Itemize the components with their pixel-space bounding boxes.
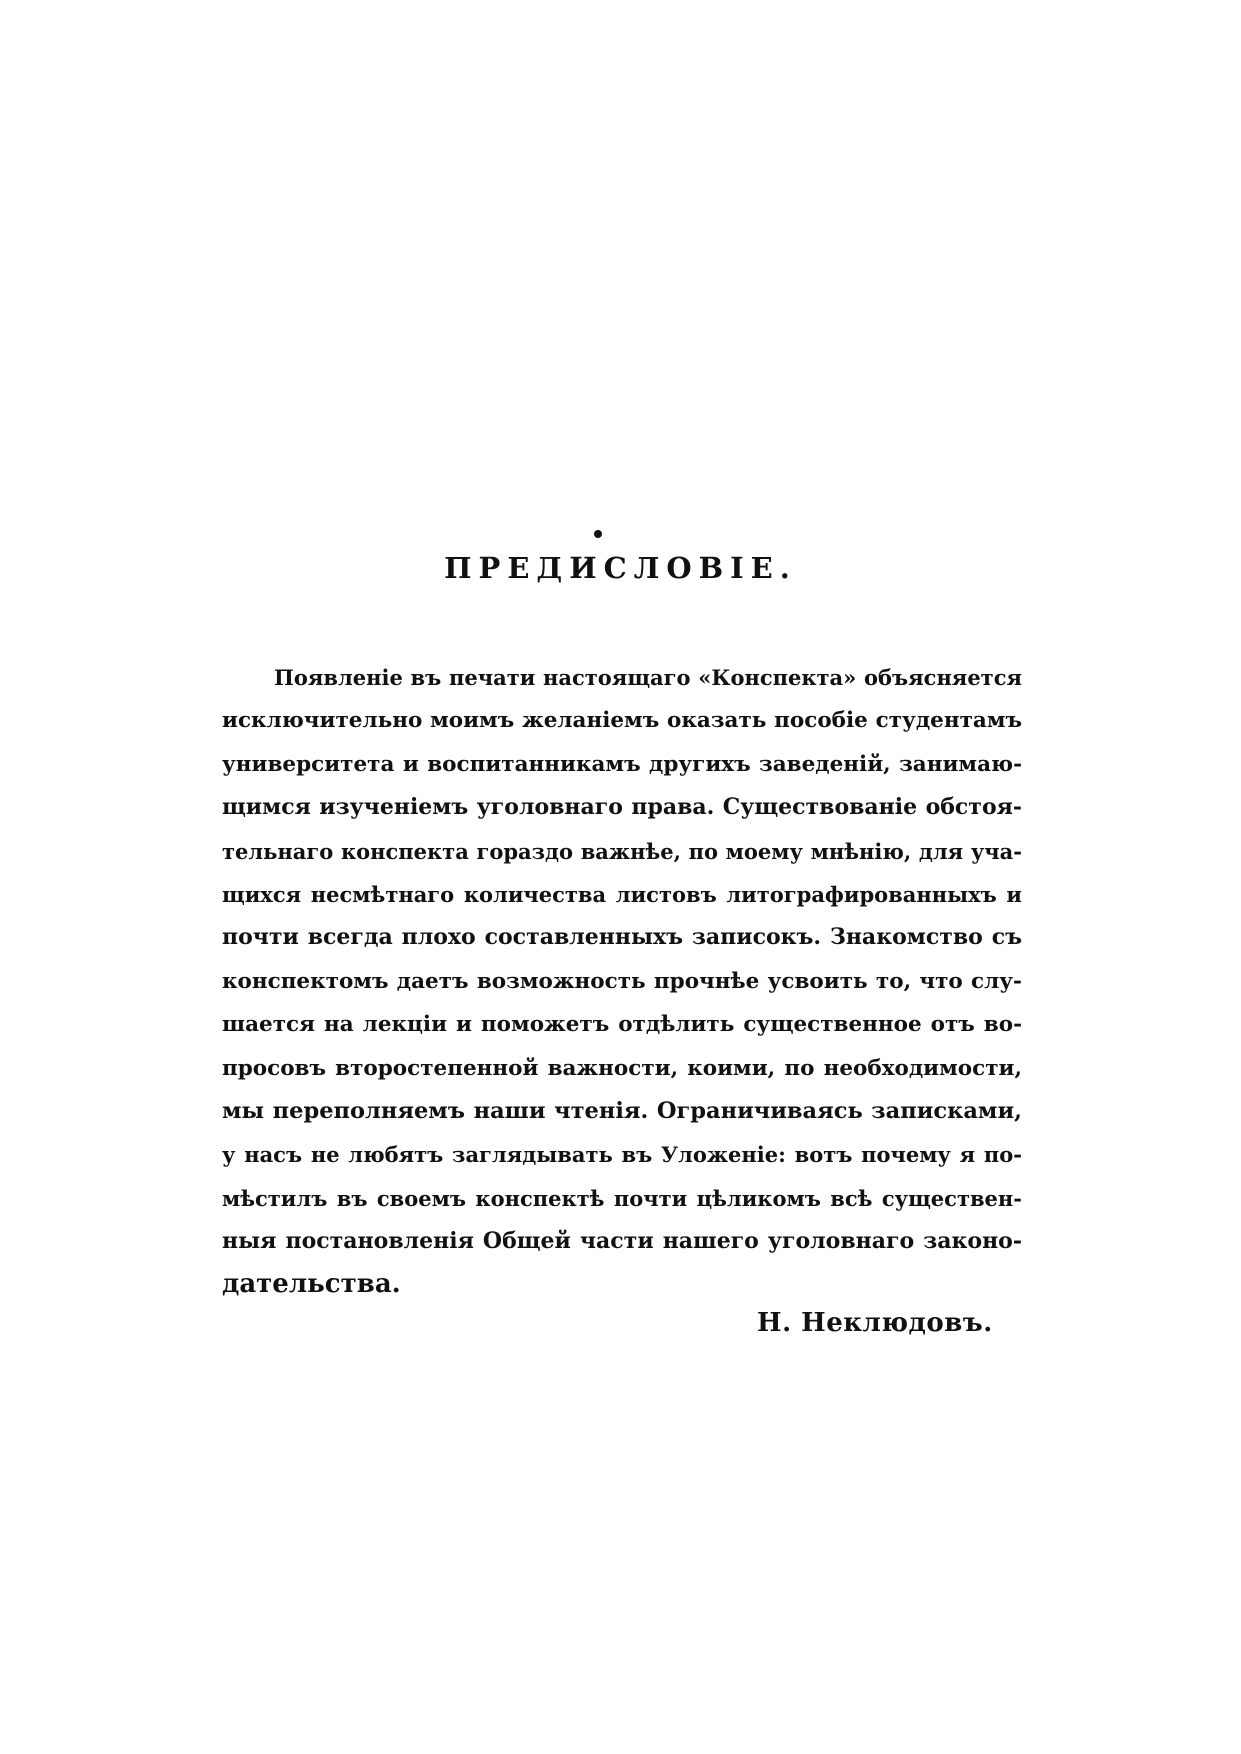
text-line: почти всегда плохо составленныхъ записокъ. Знакомство съ [222,924,1022,951]
text-line: у насъ не любятъ заглядывать въ Уложеніе: вотъ почему я по- [222,1142,1022,1168]
ornament-dot [594,530,602,538]
text-line: шается на лекціи и поможетъ отдѣлить существенное отъ во- [222,1012,1022,1038]
text-line: Появленіе въ печати настоящаго «Конспекта» объясняется [274,665,1022,690]
text-line: университета и воспитанникамъ другихъ заведеній, занимаю- [222,751,1022,777]
text-line: исключительно моимъ желаніемъ оказать пособіе студентамъ [222,708,1022,734]
author-signature: Н. Неклюдовъ. [757,1308,993,1338]
text-line: дательства. [222,1269,401,1300]
text-line: просовъ второстепенной важности, коими, по необходимости, [222,1055,1022,1081]
preface-paragraph [222,656,1022,1307]
text-line: щимся изученіемъ уголовнаго права. Существованіе обстоя- [222,794,1022,821]
page-title: ПРЕДИСЛОВІЕ. [444,551,797,585]
text-line: ныя постановленія Общей части нашего уголовнаго законо- [222,1228,1022,1255]
text-line: мы переполняемъ наши чтенія. Ограничиваясь записками, [222,1097,1022,1124]
text-line: тельнаго конспекта гораздо важнѣе, по моему мнѣнію, для уча- [222,838,1022,864]
text-line: мѣстилъ въ своемъ конспектѣ почти цѣликомъ всѣ существен- [222,1185,1022,1211]
text-line: конспектомъ даетъ возможность прочнѣе усвоить то, что слу- [222,968,1022,994]
text-line: щихся несмѣтнаго количества листовъ литографированныхъ и [222,881,1022,907]
